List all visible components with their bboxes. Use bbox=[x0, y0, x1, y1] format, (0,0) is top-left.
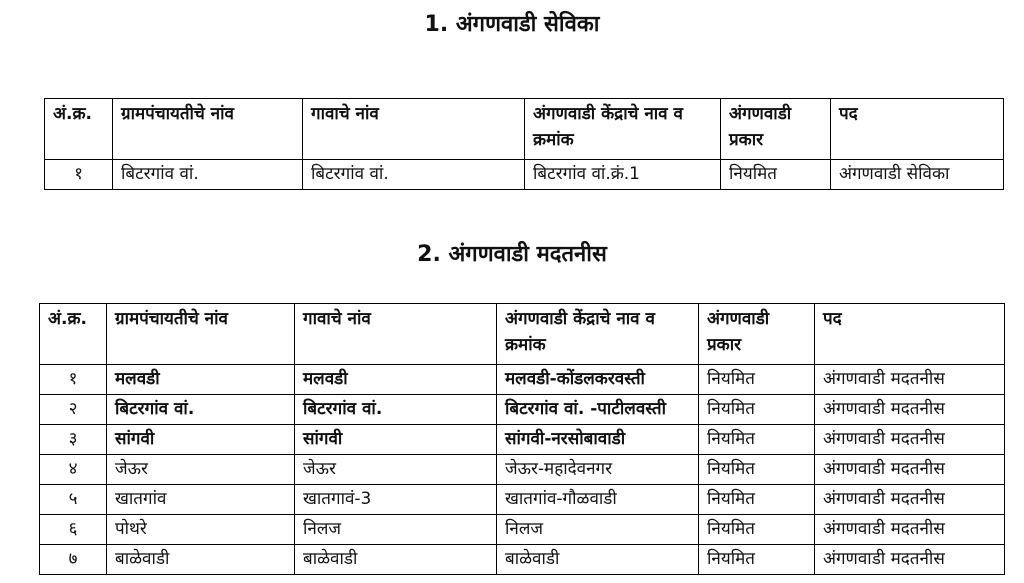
table-row bbox=[40, 485, 1005, 515]
sevika-table bbox=[44, 98, 1004, 190]
section-1-title: 1. अंगणवाडी सेविका bbox=[424, 12, 600, 37]
cell-center: खातगांव-गौळवाडी bbox=[497, 485, 699, 515]
col-header-serial: अं.क्र. bbox=[40, 304, 107, 365]
table-row bbox=[40, 545, 1005, 575]
col-header-post: पद bbox=[815, 304, 1005, 365]
cell-village: सांगवी bbox=[295, 425, 497, 455]
cell-serial: १ bbox=[45, 160, 113, 190]
section-2-title: 2. अंगणवाडी मदतनीस bbox=[417, 242, 607, 267]
cell-center: बिटरगांव वां. -पाटीलवस्ती bbox=[497, 395, 699, 425]
cell-type: नियमित bbox=[721, 160, 831, 190]
cell-village: मलवडी bbox=[295, 365, 497, 395]
cell-serial: ६ bbox=[40, 515, 107, 545]
cell-type: नियमित bbox=[699, 485, 815, 515]
col-header-serial: अं.क्र. bbox=[45, 99, 113, 160]
cell-type: नियमित bbox=[699, 395, 815, 425]
cell-type: नियमित bbox=[699, 425, 815, 455]
cell-post: अंगणवाडी मदतनीस bbox=[815, 485, 1005, 515]
col-header-type: अंगणवाडी प्रकार bbox=[699, 304, 815, 365]
table-header-row bbox=[40, 304, 1005, 365]
cell-serial: १ bbox=[40, 365, 107, 395]
table-row bbox=[40, 515, 1005, 545]
cell-serial: ४ bbox=[40, 455, 107, 485]
cell-grampanchayat: बिटरगांव वां. bbox=[107, 395, 295, 425]
col-header-post: पद bbox=[831, 99, 1004, 160]
table-row bbox=[40, 395, 1005, 425]
cell-post: अंगणवाडी मदतनीस bbox=[815, 395, 1005, 425]
cell-center: बिटरगांव वां.क्रं.1 bbox=[525, 160, 721, 190]
cell-center: जेऊर-महादेवनगर bbox=[497, 455, 699, 485]
cell-type: नियमित bbox=[699, 455, 815, 485]
cell-center: मलवडी-कोंडलकरवस्ती bbox=[497, 365, 699, 395]
cell-type: नियमित bbox=[699, 545, 815, 575]
cell-type: नियमित bbox=[699, 365, 815, 395]
col-header-village: गावाचे नांव bbox=[295, 304, 497, 365]
table-row bbox=[45, 160, 1004, 190]
col-header-type: अंगणवाडी प्रकार bbox=[721, 99, 831, 160]
cell-center: निलज bbox=[497, 515, 699, 545]
cell-grampanchayat: बिटरगांव वां. bbox=[113, 160, 303, 190]
cell-post: अंगणवाडी मदतनीस bbox=[815, 545, 1005, 575]
cell-serial: ७ bbox=[40, 545, 107, 575]
cell-village: खातगावं-3 bbox=[295, 485, 497, 515]
madatnis-table bbox=[39, 303, 1005, 575]
col-header-village: गावाचे नांव bbox=[303, 99, 525, 160]
cell-village: बिटरगांव वां. bbox=[295, 395, 497, 425]
cell-serial: ५ bbox=[40, 485, 107, 515]
cell-serial: ३ bbox=[40, 425, 107, 455]
cell-serial: २ bbox=[40, 395, 107, 425]
cell-post: अंगणवाडी मदतनीस bbox=[815, 515, 1005, 545]
cell-post: अंगणवाडी सेविका bbox=[831, 160, 1004, 190]
col-header-center: अंगणवाडी केंद्राचे नाव व क्रमांक bbox=[525, 99, 721, 160]
cell-grampanchayat: बाळेवाडी bbox=[107, 545, 295, 575]
cell-village: बाळेवाडी bbox=[295, 545, 497, 575]
cell-grampanchayat: पोथरे bbox=[107, 515, 295, 545]
cell-type: नियमित bbox=[699, 515, 815, 545]
table-row bbox=[40, 365, 1005, 395]
cell-village: जेऊर bbox=[295, 455, 497, 485]
cell-village: निलज bbox=[295, 515, 497, 545]
col-header-center: अंगणवाडी केंद्राचे नाव व क्रमांक bbox=[497, 304, 699, 365]
col-header-grampanchayat: ग्रामपंचायतीचे नांव bbox=[107, 304, 295, 365]
col-header-grampanchayat: ग्रामपंचायतीचे नांव bbox=[113, 99, 303, 160]
table-row bbox=[40, 455, 1005, 485]
cell-center: सांगवी-नरसोबावाडी bbox=[497, 425, 699, 455]
cell-post: अंगणवाडी मदतनीस bbox=[815, 425, 1005, 455]
cell-center: बाळेवाडी bbox=[497, 545, 699, 575]
cell-post: अंगणवाडी मदतनीस bbox=[815, 365, 1005, 395]
cell-village: बिटरगांव वां. bbox=[303, 160, 525, 190]
cell-grampanchayat: खातगांव bbox=[107, 485, 295, 515]
cell-post: अंगणवाडी मदतनीस bbox=[815, 455, 1005, 485]
cell-grampanchayat: मलवडी bbox=[107, 365, 295, 395]
cell-grampanchayat: जेऊर bbox=[107, 455, 295, 485]
cell-grampanchayat: सांगवी bbox=[107, 425, 295, 455]
table-header-row bbox=[45, 99, 1004, 160]
table-row bbox=[40, 425, 1005, 455]
